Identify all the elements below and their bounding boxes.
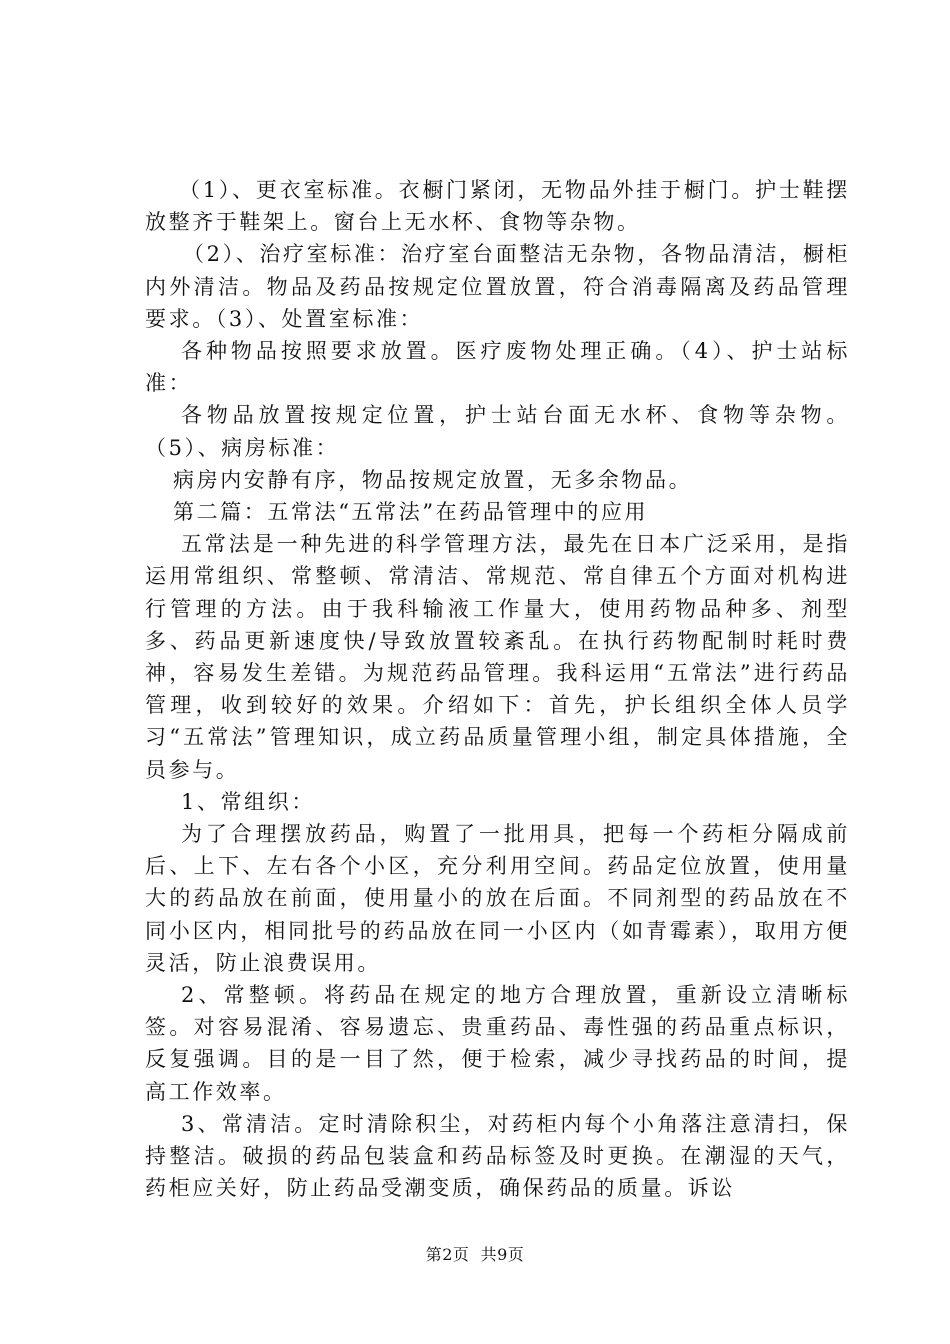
paragraph-ward-standard: 病房内安静有序，物品按规定放置，无多余物品。 (173, 467, 693, 492)
paragraph-five-constants-intro: 五常法是一种先进的科学管理方法，最先在日本广泛采用，是指运用常组织、常整顿、常清洁、常规范、常自律五个方面对机构进行管理的方法。由于我科输液工作量大，使用药物品种多、剂型多、药品更新速度快/导致放置较紊乱。在执行药物配制时耗时费神，容易发生差错。为规范药品管理。我科运用“五常法”进行药品管理，收到较好的效果。介绍如下：首先，护长组织全体人员学习“五常法”管理知识，成立药品质量管理小组，制定具体措施，全员参与。 (145, 532, 850, 782)
paragraph-organize-heading: 1、常组织： (181, 789, 315, 814)
paragraph-clean: 3、常清洁。定时清除积尘，对药柜内每个小角落注意清扫，保持整洁。破损的药品包装盒和药品标签及时更换。在潮湿的天气，药柜应关好，防止药品受潮变质，确保药品的质量。诉讼 (145, 1111, 850, 1201)
paragraph-nurse-station-items: 各物品放置按规定位置，护士站台面无水杯、食物等杂物。（5）、病房标准： (145, 403, 850, 460)
section-heading-five-constants: 第二篇：五常法“五常法”在药品管理中的应用 (173, 500, 649, 525)
page-footer: 第2页 共9页 (425, 1245, 525, 1264)
paragraph-organize-detail: 为了合理摆放药品，购置了一批用具，把每一个药柜分隔成前后、上下、左右各个小区，充分利用空间。药品定位放置，使用量大的药品放在前面，使用量小的放在后面。不同剂型的药品放在不同小区内，相同批号的药品放在同一小区内（如青霉素），取用方便灵活，防止浪费误用。 (145, 822, 850, 975)
paragraph-disposal-room-items: 各种物品按照要求放置。医疗废物处理正确。（4）、护士站标准： (145, 339, 850, 396)
document-body (145, 174, 850, 1205)
paragraph-treatment-room-standard: （2）、治疗室标准：治疗室台面整洁无杂物，各物品清洁，橱柜内外清洁。物品及药品按规定位置放置，符合消毒隔离及药品管理要求。（3）、处置室标准： (145, 242, 850, 331)
paragraph-rectify: 2、常整顿。将药品在规定的地方合理放置，重新设立清晰标签。对容易混淆、容易遗忘、贵重药品、毒性强的药品重点标识，反复强调。目的是一目了然，便于检索，减少寻找药品的时间，提高工作效率。 (145, 983, 850, 1104)
paragraph-changing-room-standard: （1）、更衣室标准。衣橱门紧闭，无物品外挂于橱门。护士鞋摆放整齐于鞋架上。窗台上无水杯、食物等杂物。 (145, 178, 850, 235)
